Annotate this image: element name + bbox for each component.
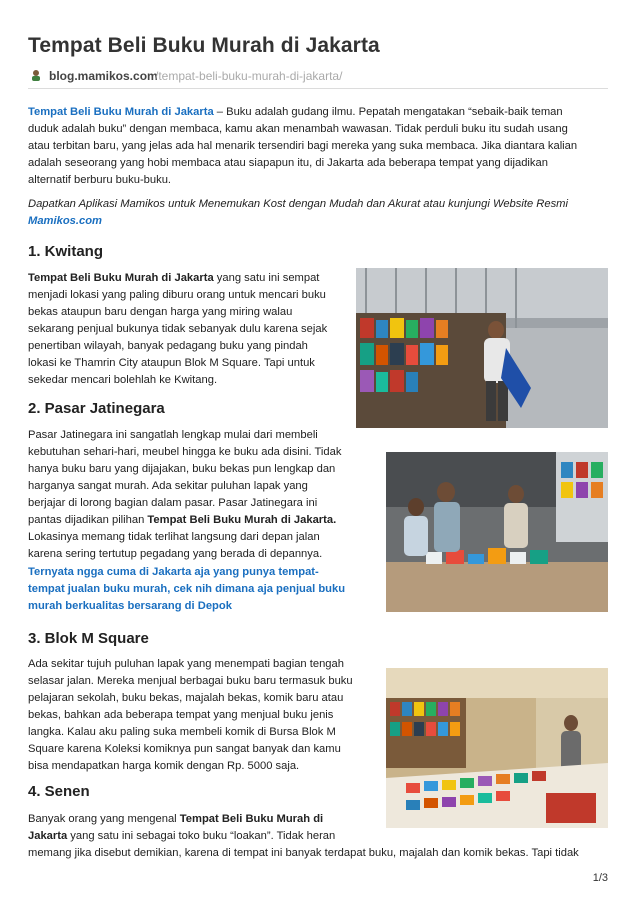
blok-m-line-6: Square karena Koleksi komiknya pun sangat banyak dan kamu [28,743,341,755]
jatinegara-line-7: Lokasinya memang tidak terlihat langsung dari depan jalan [28,531,320,543]
senen-line-1: Banyak orang yang mengenal [28,813,180,825]
senen-line-3: memang jika disebut demikian, karena di tempat ini banyak terdapat buku, majalah dan komik bekas. Tapi tidak [28,847,579,859]
jatinegara-line-8: karena sering tertutup pegadang yang berada di depannya. [28,548,323,560]
jatinegara-line-1: Pasar Jatinegara ini sangatlah lengkap mulai dari membeli [28,429,318,441]
blok-m-line-7: bisa mendapatkan harga komik dengan Rp. 5000 saja. [28,760,300,772]
intro-line-4: adalah seseorang yang hobi membaca atau siapapun itu, di Jakarta ada beberapa tempat yang dijadikan [28,157,548,169]
blok-m-line-5: langka. Kalau aku paling suka membeli komik di Bursa Blok M [28,726,336,738]
jatinegara-line-4: harganya sangat murah. Ada sekitar puluhan lapak yang [28,480,308,492]
jatinegara-bold-keyword: Tempat Beli Buku Murah di Jakarta. [147,514,337,526]
kwitang-paragraph [28,270,348,389]
promo-line-1: Dapatkan Aplikasi Mamikos untuk Menemukan Kost dengan Mudah dan Akurat atau kunjungi Website Resmi [28,198,568,210]
blok-m-paragraph [28,656,373,775]
promo-paragraph [28,196,613,230]
kwitang-line-5: penertiban wilayah, banyak pedagang buku yang pindah [28,340,308,352]
senen-line-2: yang satu ini sebagai toko buku “loakan”. Tidak heran [67,830,336,842]
kwitang-bold-keyword: Tempat Beli Buku Murah di Jakarta [28,272,214,284]
depok-link-line-2[interactable]: tempat jualan buku murah, cek nih dimana aja penjual buku [28,583,346,595]
url-domain-link[interactable]: blog.mamikos.com [49,69,158,83]
mamikos-link[interactable]: Mamikos.com [28,215,102,227]
heading-jatinegara: 2. Pasar Jatinegara [28,400,165,417]
kwitang-line-2: menjadi lokasi yang paling diburu orang untuk mencari buku [28,289,326,301]
source-url-row [28,66,608,89]
intro-paragraph [28,104,613,189]
jatinegara-line-6: pantas dijadikan pilihan [28,514,148,526]
url-path-link[interactable]: /tempat-beli-buku-murah-di-jakarta/ [155,69,343,83]
blok-m-line-4: bekas, bahkan ada beberapa tempat yang menjual buku jenis [28,709,334,721]
senen-bold-keyword-2: Jakarta [28,830,68,842]
intro-line-5: alternatif berburu buku-buku. [28,174,172,186]
blok-m-line-3: pelajaran sekolah, buku bekas, majalah bekas, komik baru atau [28,692,344,704]
intro-line-2: duduk adalah buku” dengan membaca, kamu akan menambah wawasan. Tidak perduli buku itu sudah usang [28,123,568,135]
kwitang-line-3: bekas ataupun baru dengan harga yang miring walau [28,306,293,318]
intro-line-3: atau terbitan baru, yang jelas ada hal menarik tersendiri bagi mereka yang suka membaca. Jika diantara kalian [28,140,578,152]
kwitang-line-7: sekedar mencari bolehlah ke Kwitang. [28,374,218,386]
jatinegara-line-3: hanya buku baru yang dijajakan, buku bekas pun lengkap dan [28,463,336,475]
kwitang-line-6: lokasi ke Thamrin City ataupun Blok M Square. Tapi untuk [28,357,315,369]
kwitang-photo [356,268,608,428]
blok-m-line-1: Ada sekitar tujuh puluhan lapak yang menempati bagian tengah [28,658,344,670]
heading-blok-m: 3. Blok M Square [28,630,149,647]
page-number: 1/3 [592,872,608,884]
page-title: Tempat Beli Buku Murah di Jakarta [28,34,380,57]
depok-link-line-1[interactable]: Ternyata ngga cuma di Jakarta aja yang punya tempat- [28,566,319,578]
jatinegara-line-2: kebutuhan sehari-hari, meubel hingga ke buku ada disini. Tidak [28,446,342,458]
senen-bold-keyword-1: Tempat Beli Buku Murah di [179,813,324,825]
kwitang-line-4: sekarang penjual bukunya tidak sebanyak dulu karena sejak [28,323,328,335]
kwitang-line-1: yang satu ini sempat [213,272,320,284]
intro-line-1: – Buku adalah gudang ilmu. Pepatah mengatakan “sebaik-baik teman [213,106,563,118]
blok-m-line-2: selasar jalan. Mereka menjual berbagai buku baru termasuk buku [28,675,353,687]
intro-title-link[interactable]: Tempat Beli Buku Murah di Jakarta [28,106,214,118]
depok-link-block[interactable] [28,564,368,615]
heading-kwitang: 1. Kwitang [28,243,104,260]
blok-m-photo [386,668,608,828]
jatinegara-paragraph [28,427,368,563]
jatinegara-photo [386,452,608,612]
jatinegara-line-5: berjajar di lorong bagian dalam pasar. Pasar Jatinegara ini [28,497,318,509]
heading-senen: 4. Senen [28,783,90,800]
author-avatar-icon [30,69,42,81]
senen-paragraph [28,811,613,862]
depok-link-line-3[interactable]: murah berkualitas bersarang di Depok [28,600,232,612]
